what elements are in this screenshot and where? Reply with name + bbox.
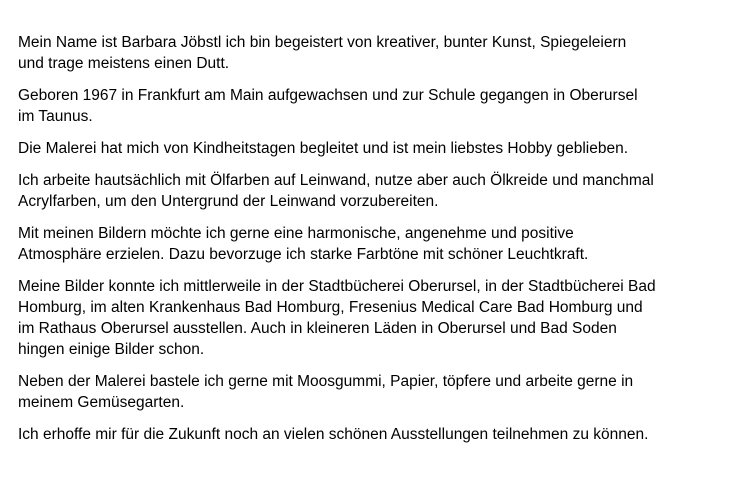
- text-line: Mit meinen Bildern möchte ich gerne eine harmonische, angenehme und positive: [18, 225, 574, 242]
- paragraph-origin: [18, 85, 718, 127]
- text-line: im Rathaus Oberursel ausstellen. Auch in kleineren Läden in Oberursel und Bad Soden: [18, 320, 617, 337]
- paragraph-exhibitions: [18, 276, 718, 360]
- text-line: im Taunus.: [18, 108, 93, 125]
- text-line: Geboren 1967 in Frankfurt am Main aufgewachsen und zur Schule gegangen in Oberursel: [18, 87, 638, 104]
- text-line: Acrylfarben, um den Untergrund der Leinwand vorzubereiten.: [18, 193, 439, 210]
- text-line: Atmosphäre erzielen. Dazu bevorzuge ich starke Farbtöne mit schöner Leuchtkraft.: [18, 246, 589, 263]
- text-line: Ich arbeite hautsächlich mit Ölfarben auf Leinwand, nutze aber auch Ölkreide und manchmal: [18, 172, 654, 189]
- text-line: Ich erhoffe mir für die Zukunft noch an vielen schönen Ausstellungen teilnehmen zu können.: [18, 426, 649, 443]
- paragraph-crafts: [18, 371, 718, 413]
- text-line: Die Malerei hat mich von Kindheitstagen begleitet und ist mein liebstes Hobby geblieben.: [18, 140, 629, 157]
- paragraph-hobby: [18, 138, 718, 159]
- text-line: Mein Name ist Barbara Jöbstl ich bin begeistert von kreativer, bunter Kunst, Spiegeleiern: [18, 34, 627, 51]
- biography-text: [18, 32, 718, 456]
- text-line: Neben der Malerei bastele ich gerne mit Moosgummi, Papier, töpfere und arbeite gerne in: [18, 373, 634, 390]
- text-line: meinem Gemüsegarten.: [18, 394, 185, 411]
- paragraph-style: [18, 223, 718, 265]
- text-line: und trage meistens einen Dutt.: [18, 55, 230, 72]
- paragraph-intro: [18, 32, 718, 74]
- paragraph-future: [18, 424, 718, 445]
- text-line: hingen einige Bilder schon.: [18, 341, 205, 358]
- text-line: Homburg, im alten Krankenhaus Bad Homburg, Fresenius Medical Care Bad Homburg und: [18, 299, 643, 316]
- text-line: Meine Bilder konnte ich mittlerweile in der Stadtbücherei Oberursel, in der Stadtbücherei Bad: [18, 278, 656, 295]
- paragraph-materials: [18, 170, 718, 212]
